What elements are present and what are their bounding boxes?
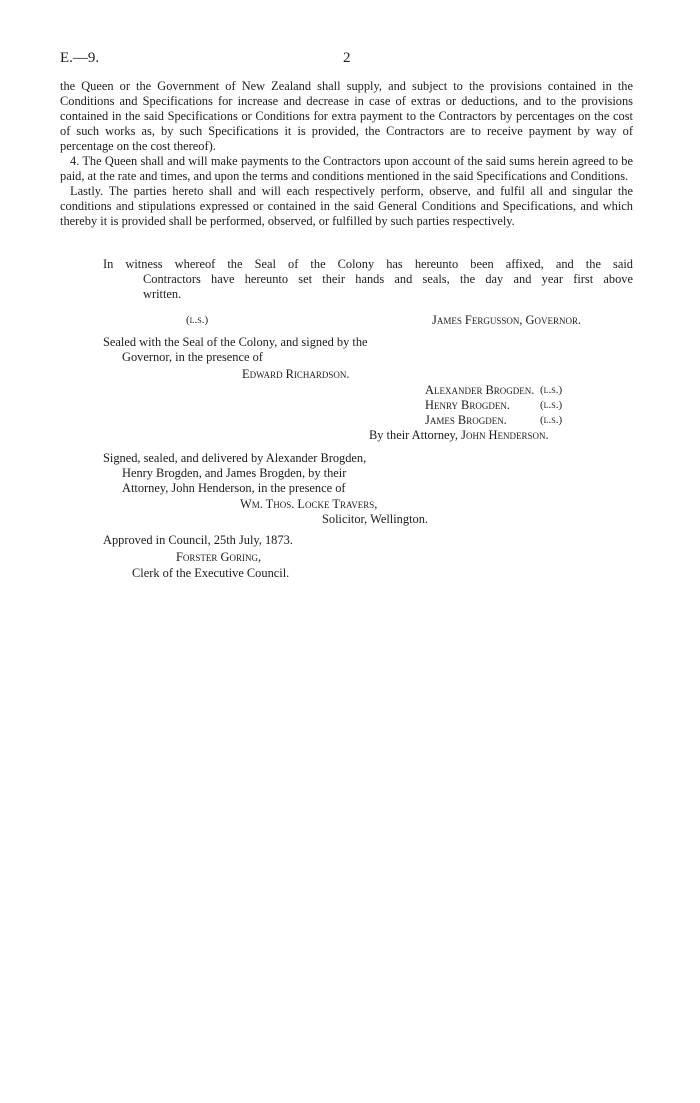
page-number: 2: [343, 50, 351, 66]
sealed-statement-line-2: Governor, in the presence of: [122, 350, 263, 364]
signed-statement-line-3: Attorney, John Henderson, in the presence of: [122, 481, 346, 495]
witness-line-2: Contractors have hereunto set their hands and seals, the day and year first above: [143, 272, 633, 286]
paragraph-lastly: Lastly. The parties hereto shall and will each respectively perform, observe, and fulfil all and singular the conditions and stipulations expressed or contained in the said General Conditions and Specifications, and which thereby it is provided shall be performed, observed, or fulfilled by such parties respectively.: [60, 184, 633, 228]
sealed-statement-line-1: Sealed with the Seal of the Colony, and signed by the: [103, 335, 368, 349]
governor-seal-mark: (l.s.): [186, 314, 209, 326]
signatory-row: [425, 383, 562, 398]
signatory-name: Alexander Brogden.: [425, 383, 535, 397]
signatory-seal: (l.s.): [540, 399, 563, 411]
document-reference: E.—9.: [60, 50, 100, 66]
paragraph-payments: 4. The Queen shall and will make payments to the Contractors upon account of the said sums herein agreed to be paid, at the rate and times, and upon the terms and conditions mentioned in the said Specifications and Conditions.: [60, 154, 633, 183]
approval-statement: Approved in Council, 25th July, 1873.: [103, 533, 293, 547]
signatory-name: James Brogden.: [425, 413, 507, 427]
paragraph-continuation: the Queen or the Government of New Zealand shall supply, and subject to the provisions contained in the Conditions and Specifications for increase and decrease in case of extras or deductions, and to the provisions contained in the said Specifications or Conditions for extra payment to the Contractors by percentages on the cost of such works as, by such Specifications it is provided, the Contractors are to receive payment by way of percentage on the cost thereof).: [60, 79, 633, 153]
contractor-signatures: [425, 383, 562, 428]
clerk-name: Forster Goring,: [176, 550, 262, 564]
attorney-prefix: By their Attorney,: [369, 428, 459, 442]
clerk-title: Clerk of the Executive Council.: [132, 566, 290, 580]
solicitor-name: Wm. Thos. Locke Travers,: [240, 497, 378, 511]
signatory-name: Henry Brogden.: [425, 398, 510, 412]
solicitor-title: Solicitor, Wellington.: [322, 512, 429, 526]
witness-line-3: written.: [143, 287, 182, 301]
signatory-seal: (l.s.): [540, 414, 563, 426]
agreement-body: [60, 79, 633, 229]
signed-statement-line-2: Henry Brogden, and James Brogden, by their: [122, 466, 347, 480]
witness-clause: [103, 257, 633, 302]
attorney-name: John Henderson.: [461, 428, 549, 442]
signatory-row: [425, 413, 562, 428]
attorney-signature: [369, 428, 549, 443]
governor-signature: James Fergusson, Governor.: [432, 313, 582, 327]
signatory-row: [425, 398, 562, 413]
governor-witness-name: Edward Richardson.: [242, 367, 350, 381]
witness-line-1: In witness whereof the Seal of the Colony has hereunto been affixed, and the said: [103, 257, 633, 271]
signatory-seal: (l.s.): [540, 384, 563, 396]
signed-statement-line-1: Signed, sealed, and delivered by Alexander Brogden,: [103, 451, 367, 465]
